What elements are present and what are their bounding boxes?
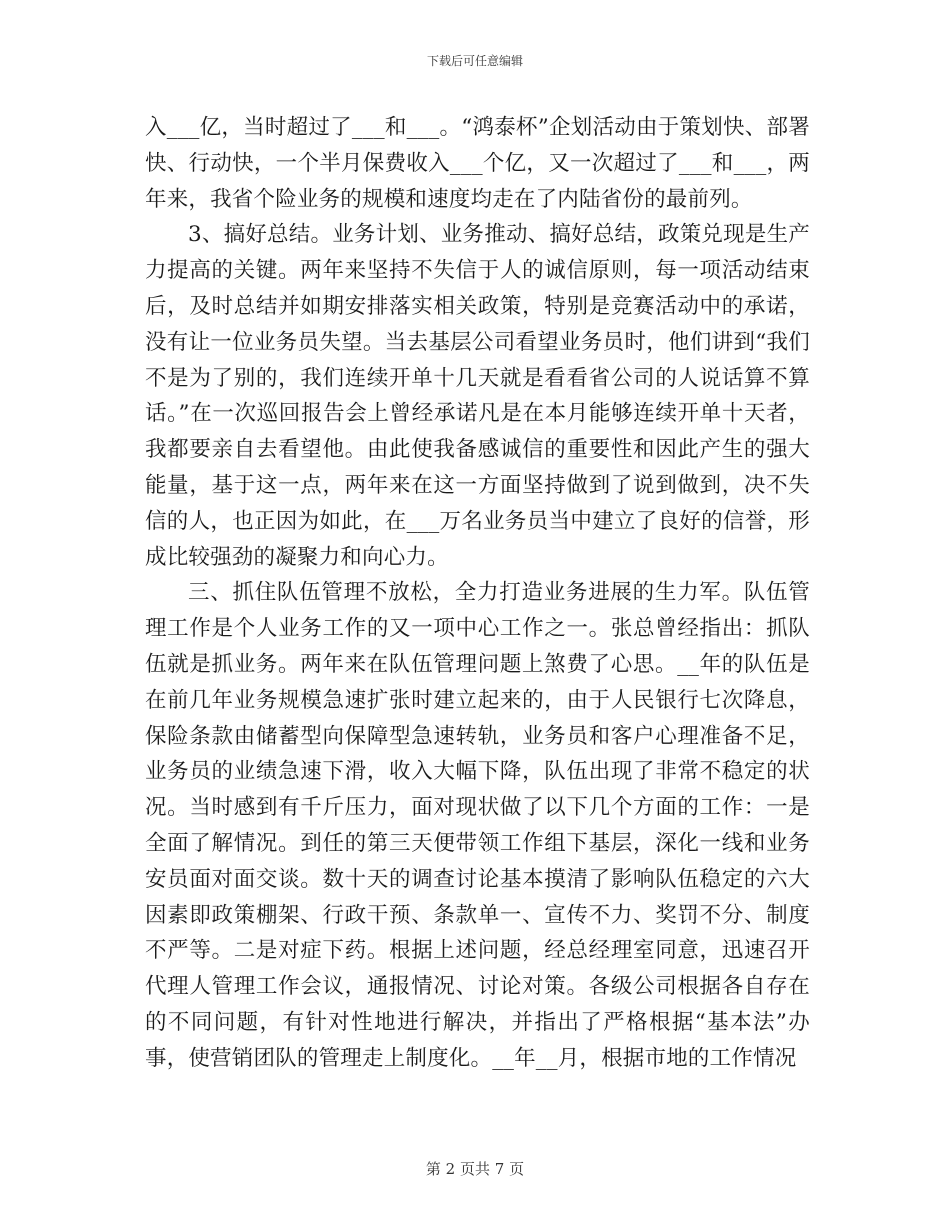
page-header: 下载后可任意编辑 [426,54,523,68]
paragraph-continuation: 入___亿，当时超过了___和___。“鸿泰杯”企划活动由于策划快、部署快、行动快，一个半月保费收入___个亿，又一次超过了___和___，两年来，我省个险业务的规模和速度均走在了内陆省份的最前列。 [145,115,810,212]
paragraph-summary: 3、搞好总结。业务计划、业务推动、搞好总结，政策兑现是生产力提高的关键。两年来坚持不失信于人的诚信原则，每一项活动结束后，及时总结并如期安排落实相关政策，特别是竞赛活动中的承诺，没有让一位业务员失望。当去基层公司看望业务员时，他们讲到“我们不是为了别的，我们连续开单十几天就是看看省公司的人说话算不算话。”在一次巡回报告会上曾经承诺凡是在本月能够连续开单十天者，我都要亲自去看望他。由此使我备感诚信的重要性和因此产生的强大能量，基于这一点，两年来在这一方面坚持做到了说到做到，决不失信的人，也正因为如此，在___万名业务员当中建立了良好的信誉，形成比较强劲的凝聚力和向心力。 [145,222,810,570]
document-body [145,110,810,1077]
page-footer: 第 2 页共 7 页 [425,1160,525,1178]
paragraph-team-management: 三、抓住队伍管理不放松，全力打造业务进展的生力军。队伍管理工作是个人业务工作的又一项中心工作之一。张总曾经指出：抓队伍就是抓业务。两年来在队伍管理问题上煞费了心思。__年的队伍是在前几年业务规模急速扩张时建立起来的，由于人民银行七次降息，保险条款由储蓄型向保障型急速转轨，业务员和客户心理准备不足，业务员的业绩急速下滑，收入大幅下降，队伍出现了非常不稳定的状况。当时感到有千斤压力，面对现状做了以下几个方面的工作：一是全面了解情况。到任的第三天便带领工作组下基层，深化一线和业务安员面对面交谈。数十天的调查讨论基本摸清了影响队伍稳定的六大因素即政策棚架、行政干预、条款单一、宣传不力、奖罚不分、制度不严等。二是对症下药。根据上述问题，经总经理室同意，迅速召开代理人管理工作会议，通报情况、讨论对策。各级公司根据各自存在的不同问题，有针对性地进行解决，并指出了严格根据“基本法”办事，使营销团队的管理走上制度化。__年__月，根据市地的工作情况 [145,580,810,1071]
